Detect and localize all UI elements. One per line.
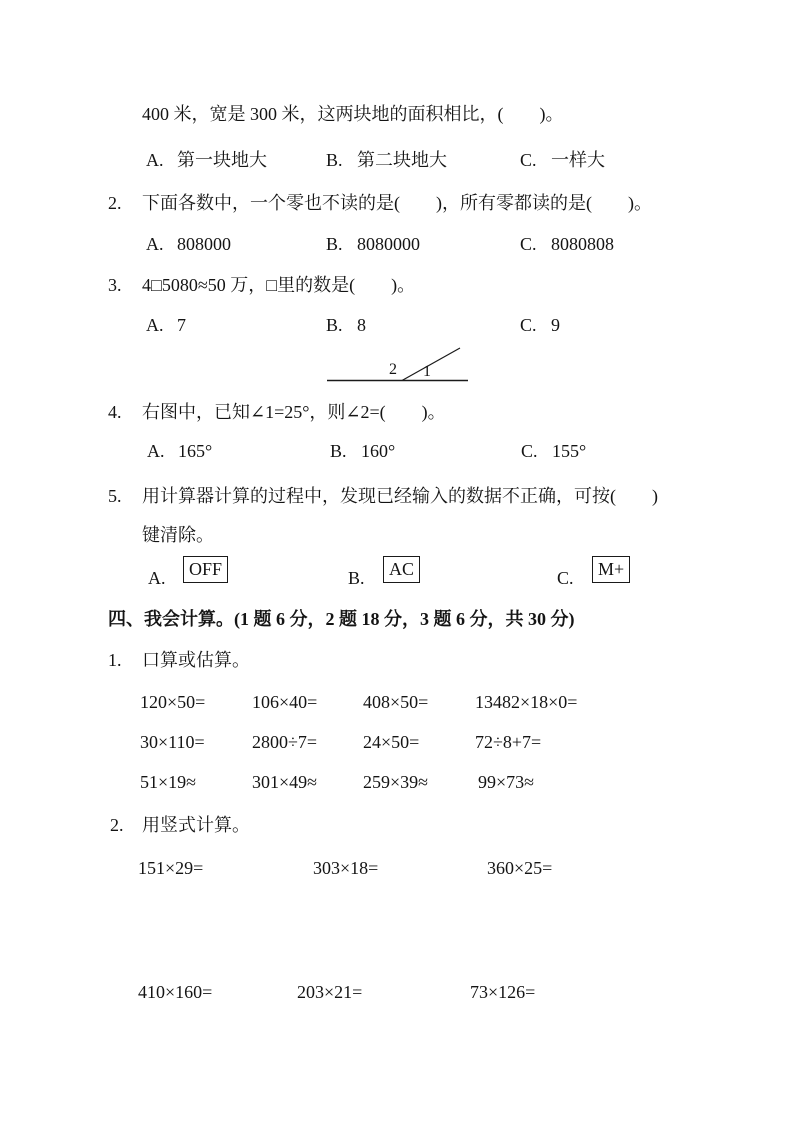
- oral-calc-title: [108, 648, 250, 672]
- option-text: 808000: [177, 234, 231, 254]
- oral-item: 2800÷7=: [252, 732, 318, 752]
- option-label: C.: [520, 150, 537, 170]
- oral-item: 259×39≈: [363, 772, 429, 792]
- question4-text: [108, 400, 446, 424]
- subquestion-title: 用竖式计算。: [142, 815, 250, 835]
- q5-option-c-label: [557, 566, 588, 590]
- oral-item: 99×73≈: [478, 772, 535, 792]
- option-label: B.: [326, 150, 343, 170]
- q3-option-b: [326, 313, 366, 337]
- vertical-calc-title: [110, 813, 250, 837]
- q5-option-b-label: [348, 566, 379, 590]
- option-label: C.: [520, 315, 537, 335]
- question2-text: [108, 191, 652, 215]
- option-label: A.: [147, 441, 165, 461]
- q5-option-a-keybox: [183, 556, 228, 583]
- vertical-item: 410×160=: [138, 982, 213, 1002]
- oral-item: 13482×18×0=: [475, 692, 578, 712]
- vertical-item: 73×126=: [470, 982, 536, 1002]
- question-number: 2.: [108, 193, 122, 213]
- oral-item: 120×50=: [140, 692, 206, 712]
- oral-item: 408×50=: [363, 692, 429, 712]
- option-label: B.: [330, 441, 347, 461]
- option-label: A.: [148, 568, 166, 588]
- subquestion-number: 2.: [110, 815, 124, 835]
- q5-option-c-keybox: [592, 556, 630, 583]
- option-label: B.: [326, 234, 343, 254]
- oral-item: 106×40=: [252, 692, 318, 712]
- oral-item: 51×19≈: [140, 772, 197, 792]
- vertical-item: 303×18=: [313, 858, 379, 878]
- angle-1-label: 1: [423, 363, 431, 380]
- option-label: A.: [146, 234, 164, 254]
- option-label: B.: [348, 568, 365, 588]
- oral-item: 30×110=: [140, 732, 205, 752]
- question-number: 4.: [108, 402, 122, 422]
- option-text: 8080000: [357, 234, 420, 254]
- q1-option-b: [326, 148, 447, 172]
- question-number: 5.: [108, 486, 122, 506]
- ray-line: [402, 348, 460, 381]
- question-number: 3.: [108, 275, 122, 295]
- q3-option-a: [146, 313, 186, 337]
- option-text: 一样大: [551, 150, 605, 170]
- option-text: 155°: [552, 441, 587, 461]
- option-text: 第一块地大: [177, 150, 267, 170]
- m-plus-key: M+: [592, 556, 630, 583]
- q1-option-c: [520, 148, 605, 172]
- vertical-item: 203×21=: [297, 982, 363, 1002]
- q2-option-a: [146, 232, 231, 256]
- ac-key: AC: [383, 556, 420, 583]
- question1-continuation-text: 400 米，宽是 300 米，这两块地的面积相比，( )。: [142, 104, 564, 124]
- oral-item: 72÷8+7=: [475, 732, 542, 752]
- subquestion-title: 口算或估算。: [142, 650, 250, 670]
- option-text: 7: [177, 315, 186, 335]
- question5-text-line1: [108, 484, 658, 508]
- option-text: 第二块地大: [357, 150, 447, 170]
- option-label: B.: [326, 315, 343, 335]
- q1-option-a: [146, 148, 267, 172]
- option-label: C.: [520, 234, 537, 254]
- option-label: A.: [146, 315, 164, 335]
- question-body: 4□5080≈50 万，□里的数是( )。: [142, 275, 416, 295]
- q5-option-b-keybox: [383, 556, 420, 583]
- option-text: 8: [357, 315, 366, 335]
- option-label: C.: [557, 568, 574, 588]
- option-text: 8080808: [551, 234, 614, 254]
- question5-text-line2: 键清除。: [142, 525, 214, 545]
- option-text: 9: [551, 315, 560, 335]
- q4-option-b: [330, 439, 395, 463]
- vertical-item: 151×29=: [138, 858, 204, 878]
- oral-item: 301×49≈: [252, 772, 318, 792]
- option-text: 165°: [178, 441, 213, 461]
- subquestion-number: 1.: [108, 650, 122, 670]
- question-body: 用计算器计算的过程中，发现已经输入的数据不正确，可按( ): [142, 486, 658, 506]
- q4-option-a: [147, 439, 212, 463]
- q2-option-b: [326, 232, 420, 256]
- q4-option-c: [521, 439, 586, 463]
- question3-text: [108, 273, 415, 297]
- q3-option-c: [520, 313, 560, 337]
- question-body: 右图中，已知∠1=25°，则∠2=( )。: [142, 402, 446, 422]
- vertical-item: 360×25=: [487, 858, 553, 878]
- section4-heading: 四、我会计算。(1 题 6 分，2 题 18 分，3 题 6 分，共 30 分): [108, 609, 575, 629]
- oral-item: 24×50=: [363, 732, 420, 752]
- option-label: A.: [146, 150, 164, 170]
- off-key: OFF: [183, 556, 228, 583]
- angle-2-label: 2: [389, 361, 397, 378]
- q2-option-c: [520, 232, 614, 256]
- q5-option-a-label: [148, 566, 179, 590]
- question-body: 下面各数中，一个零也不读的是( )，所有零都读的是( )。: [142, 193, 652, 213]
- option-label: C.: [521, 441, 538, 461]
- option-text: 160°: [361, 441, 396, 461]
- angle-diagram-svg: [327, 344, 472, 386]
- angle-diagram: [327, 344, 472, 386]
